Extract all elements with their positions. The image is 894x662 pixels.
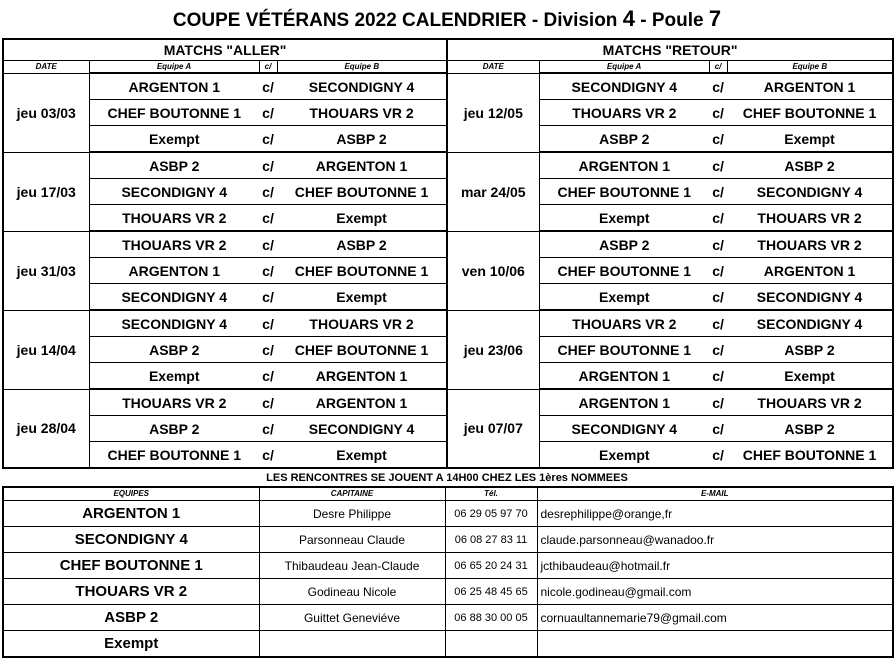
division-number: 4: [622, 6, 635, 31]
aller-team-b: SECONDIGNY 4: [277, 73, 447, 100]
aller-team-b: ARGENTON 1: [277, 152, 447, 179]
aller-vs: c/: [259, 100, 277, 126]
aller-vs: c/: [259, 126, 277, 153]
aller-date: jeu 17/03: [3, 152, 89, 231]
retour-team-a: ASBP 2: [539, 231, 709, 258]
contact-row: [3, 553, 893, 579]
aller-vs: c/: [259, 205, 277, 232]
aller-team-a: ARGENTON 1: [89, 73, 259, 100]
contact-row: [3, 605, 893, 631]
contact-email: desrephilippe@orange,fr: [537, 501, 893, 527]
retour-team-b: ARGENTON 1: [727, 258, 893, 284]
contact-phone: [445, 631, 537, 658]
match-row: [3, 389, 893, 416]
retour-team-a: SECONDIGNY 4: [539, 73, 709, 100]
retour-vs: c/: [709, 442, 727, 469]
aller-team-b: ARGENTON 1: [277, 363, 447, 390]
team-a-col-header: Equipe A: [539, 61, 709, 74]
aller-team-a: SECONDIGNY 4: [89, 310, 259, 337]
aller-team-b: ASBP 2: [277, 231, 447, 258]
email-col-header: E-MAIL: [537, 487, 893, 501]
contact-row: [3, 501, 893, 527]
retour-team-b: ASBP 2: [727, 152, 893, 179]
retour-vs: c/: [709, 205, 727, 232]
retour-team-b: ASBP 2: [727, 337, 893, 363]
title-dash: -: [634, 10, 652, 31]
aller-team-a: Exempt: [89, 126, 259, 153]
team-a-col-header: Equipe A: [89, 61, 259, 74]
retour-team-a: THOUARS VR 2: [539, 310, 709, 337]
contact-phone: 06 08 27 83 11: [445, 527, 537, 553]
retour-team-b: SECONDIGNY 4: [727, 284, 893, 311]
match-row: [3, 310, 893, 337]
poule-number: 7: [708, 6, 722, 31]
aller-vs: c/: [259, 310, 277, 337]
aller-team-b: THOUARS VR 2: [277, 100, 447, 126]
contact-row: [3, 631, 893, 658]
aller-team-a: Exempt: [89, 363, 259, 390]
contact-team: CHEF BOUTONNE 1: [3, 553, 259, 579]
retour-team-a: Exempt: [539, 442, 709, 469]
vs-col-header: c/: [709, 61, 727, 74]
contact-email: [537, 631, 893, 658]
retour-team-a: CHEF BOUTONNE 1: [539, 337, 709, 363]
retour-vs: c/: [709, 100, 727, 126]
tel-col-header: Tél.: [445, 487, 537, 501]
aller-team-a: THOUARS VR 2: [89, 205, 259, 232]
contact-team: Exempt: [3, 631, 259, 658]
aller-vs: c/: [259, 231, 277, 258]
aller-team-a: SECONDIGNY 4: [89, 284, 259, 311]
team-b-col-header: Equipe B: [277, 61, 447, 74]
title-separator: -: [526, 10, 544, 31]
retour-vs: c/: [709, 284, 727, 311]
captain-col-header: CAPITAINE: [259, 487, 445, 501]
aller-date: jeu 31/03: [3, 231, 89, 310]
retour-team-b: Exempt: [727, 126, 893, 153]
contact-phone: 06 29 05 97 70: [445, 501, 537, 527]
aller-date: jeu 28/04: [3, 389, 89, 468]
retour-date: jeu 12/05: [447, 73, 539, 152]
match-row: [3, 73, 893, 100]
retour-team-b: SECONDIGNY 4: [727, 179, 893, 205]
contact-team: SECONDIGNY 4: [3, 527, 259, 553]
aller-vs: c/: [259, 337, 277, 363]
retour-team-b: CHEF BOUTONNE 1: [727, 100, 893, 126]
aller-vs: c/: [259, 258, 277, 284]
retour-date: jeu 23/06: [447, 310, 539, 389]
retour-vs: c/: [709, 389, 727, 416]
contact-email: cornuaultannemarie79@gmail.com: [537, 605, 893, 631]
page-title: [0, 0, 894, 38]
contact-captain: Guittet Geneviéve: [259, 605, 445, 631]
date-col-header: DATE: [447, 61, 539, 74]
teams-col-header: EQUIPES: [3, 487, 259, 501]
match-row: [3, 231, 893, 258]
retour-date: mar 24/05: [447, 152, 539, 231]
contact-captain: Parsonneau Claude: [259, 527, 445, 553]
aller-vs: c/: [259, 152, 277, 179]
aller-team-a: CHEF BOUTONNE 1: [89, 442, 259, 469]
retour-team-a: ASBP 2: [539, 126, 709, 153]
contact-team: ASBP 2: [3, 605, 259, 631]
retour-vs: c/: [709, 179, 727, 205]
aller-team-a: ASBP 2: [89, 152, 259, 179]
retour-vs: c/: [709, 126, 727, 153]
vs-col-header: c/: [259, 61, 277, 74]
retour-vs: c/: [709, 152, 727, 179]
aller-team-b: Exempt: [277, 205, 447, 232]
aller-team-a: THOUARS VR 2: [89, 389, 259, 416]
aller-vs: c/: [259, 416, 277, 442]
retour-vs: c/: [709, 231, 727, 258]
schedule-table: [2, 38, 894, 469]
retour-team-a: ARGENTON 1: [539, 152, 709, 179]
contact-row: [3, 579, 893, 605]
contact-captain: Desre Philippe: [259, 501, 445, 527]
aller-date: jeu 14/04: [3, 310, 89, 389]
aller-team-b: Exempt: [277, 442, 447, 469]
aller-team-a: SECONDIGNY 4: [89, 179, 259, 205]
date-col-header: DATE: [3, 61, 89, 74]
contact-captain: [259, 631, 445, 658]
retour-team-b: CHEF BOUTONNE 1: [727, 442, 893, 469]
aller-header: MATCHS "ALLER": [3, 39, 447, 61]
retour-vs: c/: [709, 258, 727, 284]
aller-date: jeu 03/03: [3, 73, 89, 152]
poule-label: Poule: [651, 10, 709, 31]
aller-team-b: ASBP 2: [277, 126, 447, 153]
aller-vs: c/: [259, 179, 277, 205]
retour-team-a: ARGENTON 1: [539, 363, 709, 390]
aller-team-b: CHEF BOUTONNE 1: [277, 179, 447, 205]
contact-team: THOUARS VR 2: [3, 579, 259, 605]
retour-team-a: Exempt: [539, 284, 709, 311]
contact-captain: Godineau Nicole: [259, 579, 445, 605]
retour-vs: c/: [709, 337, 727, 363]
contact-captain: Thibaudeau Jean-Claude: [259, 553, 445, 579]
team-b-col-header: Equipe B: [727, 61, 893, 74]
retour-team-b: Exempt: [727, 363, 893, 390]
retour-team-a: ARGENTON 1: [539, 389, 709, 416]
aller-team-b: CHEF BOUTONNE 1: [277, 337, 447, 363]
retour-header: MATCHS "RETOUR": [447, 39, 893, 61]
retour-team-b: SECONDIGNY 4: [727, 310, 893, 337]
retour-vs: c/: [709, 310, 727, 337]
aller-team-a: ASBP 2: [89, 416, 259, 442]
retour-date: jeu 07/07: [447, 389, 539, 468]
contacts-table: [2, 486, 894, 658]
contact-email: nicole.godineau@gmail.com: [537, 579, 893, 605]
schedule-note: LES RENCONTRES SE JOUENT A 14H00 CHEZ LES 1ères NOMMEES: [266, 472, 628, 484]
retour-team-a: CHEF BOUTONNE 1: [539, 179, 709, 205]
retour-team-b: ASBP 2: [727, 416, 893, 442]
contact-phone: 06 25 48 45 65: [445, 579, 537, 605]
retour-date: ven 10/06: [447, 231, 539, 310]
retour-team-b: THOUARS VR 2: [727, 205, 893, 232]
match-row: [3, 152, 893, 179]
retour-vs: c/: [709, 416, 727, 442]
title-main: COUPE VÉTÉRANS 2022 CALENDRIER: [172, 10, 527, 31]
aller-team-b: THOUARS VR 2: [277, 310, 447, 337]
retour-team-a: THOUARS VR 2: [539, 100, 709, 126]
aller-team-b: ARGENTON 1: [277, 389, 447, 416]
aller-vs: c/: [259, 363, 277, 390]
aller-team-a: THOUARS VR 2: [89, 231, 259, 258]
aller-vs: c/: [259, 442, 277, 469]
contact-email: jcthibaudeau@hotmail.fr: [537, 553, 893, 579]
contact-phone: 06 88 30 00 05: [445, 605, 537, 631]
contact-team: ARGENTON 1: [3, 501, 259, 527]
retour-team-a: CHEF BOUTONNE 1: [539, 258, 709, 284]
retour-team-b: THOUARS VR 2: [727, 231, 893, 258]
aller-vs: c/: [259, 284, 277, 311]
contact-email: claude.parsonneau@wanadoo.fr: [537, 527, 893, 553]
retour-team-a: Exempt: [539, 205, 709, 232]
aller-team-a: CHEF BOUTONNE 1: [89, 100, 259, 126]
aller-team-a: ARGENTON 1: [89, 258, 259, 284]
retour-vs: c/: [709, 363, 727, 390]
aller-team-b: CHEF BOUTONNE 1: [277, 258, 447, 284]
aller-vs: c/: [259, 389, 277, 416]
aller-team-b: SECONDIGNY 4: [277, 416, 447, 442]
retour-team-b: THOUARS VR 2: [727, 389, 893, 416]
aller-vs: c/: [259, 73, 277, 100]
contact-phone: 06 65 20 24 31: [445, 553, 537, 579]
contact-row: [3, 527, 893, 553]
retour-vs: c/: [709, 73, 727, 100]
aller-team-a: ASBP 2: [89, 337, 259, 363]
retour-team-a: SECONDIGNY 4: [539, 416, 709, 442]
retour-team-b: ARGENTON 1: [727, 73, 893, 100]
division-label: Division: [543, 10, 623, 31]
aller-team-b: Exempt: [277, 284, 447, 311]
